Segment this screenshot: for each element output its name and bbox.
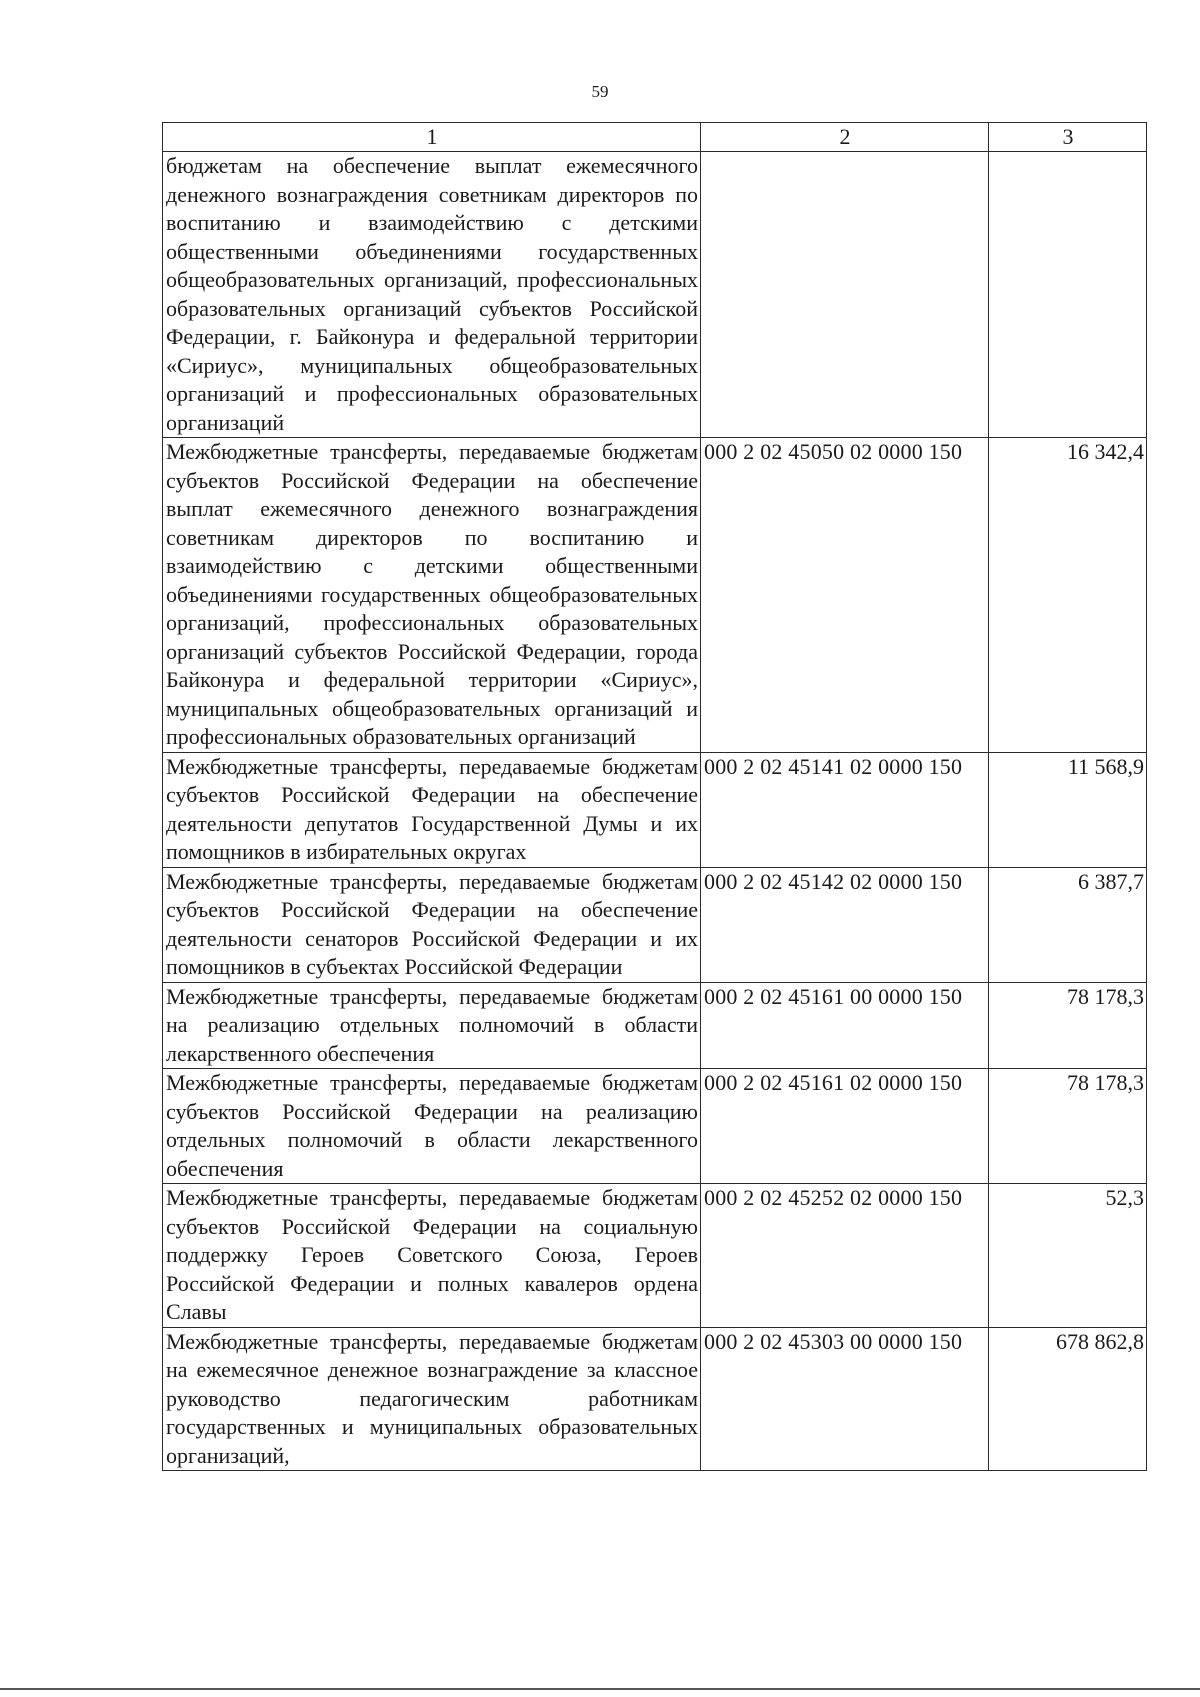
row-amount: 52,3 [989,1184,1147,1328]
table-row [163,867,1147,982]
row-description: Межбюджетные трансферты, передаваемые бюджетам на реализацию отдельных полномочий в области лекарственного обеспечения [163,982,701,1069]
table-header-row [163,123,1147,152]
row-amount: 11 568,9 [989,752,1147,867]
row-description: Межбюджетные трансферты, передаваемые бюджетам субъектов Российской Федерации на социальную поддержку Героев Советского Союза, Героев Российской Федерации и полных кавалеров ордена Славы [163,1184,701,1328]
table-row [163,752,1147,867]
row-code: 000 2 02 45142 02 0000 150 [701,867,989,982]
row-code: 000 2 02 45303 00 0000 150 [701,1327,989,1471]
scan-edge-divider [0,1688,1200,1690]
column-header-1: 1 [163,123,701,152]
row-description: Межбюджетные трансферты, передаваемые бюджетам субъектов Российской Федерации на реализацию отдельных полномочий в области лекарственного обеспечения [163,1069,701,1184]
page-number: 59 [591,82,609,101]
row-description: Межбюджетные трансферты, передаваемые бюджетам на ежемесячное денежное вознаграждение за классное руководство педагогическим работникам государственных и муниципальных образовательных организаций, [163,1327,701,1471]
row-amount: 6 387,7 [989,867,1147,982]
row-description: бюджетам на обеспечение выплат ежемесячного денежного вознаграждения советникам директоров по воспитанию и взаимодействию с детскими общественными объединениями государственных общеобразовательных организаций, профессиональных образовательных организаций субъектов Российской Федерации, г. Байконура и федеральной территории «Сириус», муниципальных общеобразовательных организаций и профессиональных образовательных организаций [163,152,701,438]
row-description: Межбюджетные трансферты, передаваемые бюджетам субъектов Российской Федерации на обеспечение деятельности депутатов Государственной Думы и их помощников в избирательных округах [163,752,701,867]
table-row [163,438,1147,753]
row-code: 000 2 02 45161 00 0000 150 [701,982,989,1069]
row-amount: 78 178,3 [989,1069,1147,1184]
row-description: Межбюджетные трансферты, передаваемые бюджетам субъектов Российской Федерации на обеспечение деятельности сенаторов Российской Федерации и их помощников в субъектах Российской Федерации [163,867,701,982]
column-header-3: 3 [989,123,1147,152]
table-row [163,982,1147,1069]
row-code: 000 2 02 45161 02 0000 150 [701,1069,989,1184]
row-amount: 678 862,8 [989,1327,1147,1471]
table-row [163,1327,1147,1471]
row-code: 000 2 02 45252 02 0000 150 [701,1184,989,1328]
column-header-2: 2 [701,123,989,152]
table-row [163,1069,1147,1184]
row-code: 000 2 02 45050 02 0000 150 [701,438,989,753]
row-amount [989,152,1147,438]
row-code [701,152,989,438]
row-amount: 78 178,3 [989,982,1147,1069]
budget-table [162,122,1147,1471]
row-code: 000 2 02 45141 02 0000 150 [701,752,989,867]
table-row [163,1184,1147,1328]
row-description: Межбюджетные трансферты, передаваемые бюджетам субъектов Российской Федерации на обеспечение выплат ежемесячного денежного вознаграждения советникам директоров по воспитанию и взаимодействию с детскими общественными объединениями государственных общеобразовательных организаций, профессиональных образовательных организаций субъектов Российской Федерации, города Байконура и федеральной территории «Сириус», муниципальных общеобразовательных организаций и профессиональных образовательных организаций [163,438,701,753]
row-amount: 16 342,4 [989,438,1147,753]
table-row [163,152,1147,438]
